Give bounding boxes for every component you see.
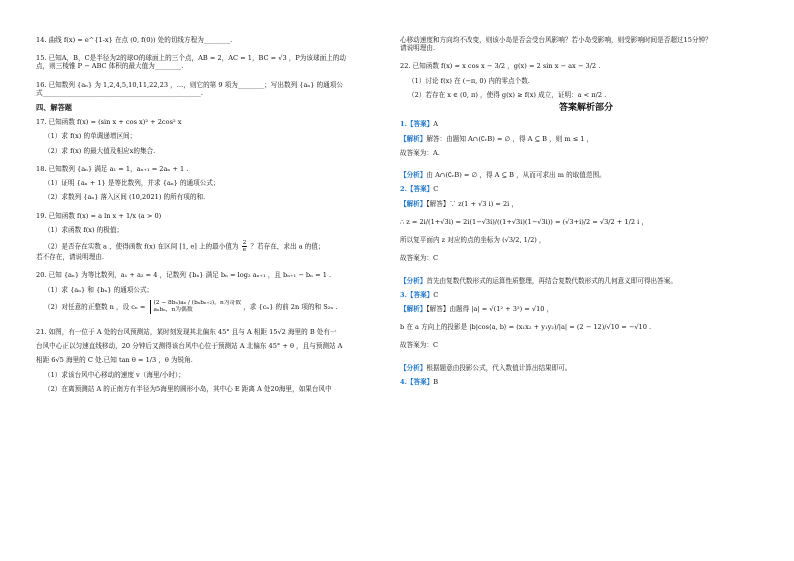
question-18-part2: （2）求数列 {aₙ} 落入区间 (10,2021) 的所有项的和. [44, 193, 206, 202]
question-17-part2: （2）求 f(x) 的最大值及相应x的集合. [44, 146, 156, 155]
question-22-part1: （1）讨论 f(x) 在 (−π, 0) 内的零点个数. [408, 76, 530, 85]
fraction-2-over-e: $\frac{2}{e}$ [242, 240, 247, 254]
answer-1: 1.【答案】A [400, 120, 439, 129]
question-22-part2: （2）若存在 x ∈ (0, π) ，使得 g(x) ≥ f(x) 成立，证明：a < π/2 . [408, 90, 607, 99]
question-22: 22. 已知函数 f(x) = x cos x − 3/2 ，g(x) = 2 sin x − ax − 3/2 . [400, 62, 601, 71]
analysis-2: 【分析】首先由复数代数形式的运算性质整理，再结合复数代数形式的几何意义即可得出答案。 [400, 276, 677, 285]
question-19-part2 [36, 240, 408, 253]
answer-3: 3.【答案】C [400, 290, 439, 299]
piecewise-definition: (2 − 8bₙ)aₙ / (bₙbₙ₊₂)，n为奇数 aₙbₙ，n为偶数 [150, 300, 242, 314]
question-19-part2-tail: ？若存在，求出 a 的值； [250, 242, 325, 251]
result-2: 故答案为：C [400, 254, 439, 263]
question-20-part1: （1）求 {aₙ} 和 {bₙ} 的通项公式； [44, 285, 154, 294]
question-21-line1: 21. 如图，有一位于 A 处的台风预测站，某时刻发现其北偏东 45° 且与 A 相距 15√2 海里的 B 处有一 [36, 327, 337, 336]
answer-section-title: 答案解析部分 [558, 103, 613, 114]
answer-2: 2.【答案】C [400, 185, 439, 194]
question-21-part1: （1）求该台风中心移动的速度 v（海里/小时）； [44, 370, 185, 379]
left-column [36, 36, 408, 393]
right-column [400, 36, 772, 386]
question-17-part1: （1）求 f(x) 的单调递增区间； [44, 132, 137, 141]
question-16-line1: 16. 已知数列 {aₙ} 为 1,2,4,5,10,11,22,23 ，…，则它的第 9 项为________；写出数列 {aₙ} 的通项公 [36, 80, 343, 89]
analysis-3: 【分析】根据题意由投影公式，代入数值计算出结果即可。 [400, 363, 572, 372]
point-coordinates-2: 所以复平面内 z 对应的点的坐标为 (√3/2, 1/2) ， [400, 236, 546, 245]
question-19-part1: （1）求函数 f(x) 的极值； [44, 225, 124, 234]
question-21-part2-cont2: 请说明理由. [400, 44, 436, 53]
question-20: 20. 已知 {aₙ} 为等比数列，a₁ + a₂ = 4 ，记数列 {bₙ} 满足 bₙ = log₂ aₙ₊₁ ，且 bₙ₊₁ − bₙ = 1 . [36, 271, 332, 280]
question-19-part2-cont: 若不存在，请说明理由. [36, 253, 105, 262]
result-1: 故答案为：A. [400, 148, 440, 157]
question-21-part2: （2）在离预测站 A 的正南方有半径为5海里的圆形小岛，其中心 E 距离 A 处20海里，如果台风中 [44, 384, 332, 393]
analysis-1: 【分析】由 A∩(∁ᵣB) = ∅ ，得 A ⊆ B ，从而可求出 m 的取值范围。 [400, 171, 606, 180]
calculation-3: b 在 a 方向上的投影是 |b|cos⟨a, b⟩ = (x₁x₂ + y₁y₂)/|a| = (2 − 12)/√10 = −√10 . [400, 323, 652, 332]
question-18-part1: （1）证明 {aₙ + 1} 是等比数列，并求 {aₙ} 的通项公式； [44, 179, 220, 188]
answer-4: 4.【答案】B [400, 377, 439, 386]
explanation-3: 【解析】【解答】由题得 |a| = √(1² + 3²) = √10 ， [400, 305, 554, 313]
question-14: 14. 曲线 f(x) = e^{1-x} 在点 (0, f(0)) 处的切线方程为________. [36, 36, 233, 44]
calculation-2: ∴ z = 2i/(1+√3i) = 2i(1−√3i)/((1+√3i)(1−√3i)) = (√3+i)/2 = √3/2 + 1/2 i ， [400, 217, 648, 226]
section-heading-answers: 四、解答题 [36, 103, 72, 113]
question-19-part2-text: （2）是否存在实数 a ，使得函数 f(x) 在区间 [1, e] 上的最小值为 [44, 242, 239, 251]
question-21-line3: 相距 6√5 海里的 C 处.已知 tan θ = 1/3 ，θ 为锐角. [36, 356, 193, 365]
question-20-part2 [36, 300, 408, 314]
question-19: 19. 已知函数 f(x) = a ln x + 1/x (a > 0) [36, 211, 162, 220]
explanation-2: 【解析】【解答】∵ z(1 + √3 i) = 2i ， [400, 199, 518, 208]
question-20-part2-tail: ，求 {cₙ} 的前 2n 项的和 S₂ₙ . [243, 302, 338, 311]
question-21-line2: 台风中心正以匀速直线移动，20 分钟后又测得该台风中心位于预测站 A 北偏东 45° + θ ，且与预测站 A [36, 342, 343, 351]
question-17: 17. 已知函数 f(x) = (sin x + cos x)² + 2cos² x [36, 118, 182, 127]
question-21-part2-cont1: 心移动速度和方向均不改变，则该小岛是否会受台风影响？若小岛受影响，则受影响时间是否超过15分钟？ [400, 36, 712, 44]
explanation-1: 【解析】解答：由题知 A∩(∁ᵣB) = ∅ ，得 A ⊆ B ，则 m ≤ 1 ， [400, 134, 594, 143]
question-16-line2: 式________________________________________________. [36, 88, 203, 97]
question-15-line2: 点，则三棱锥 P − ABC 体积的最大值为________. [36, 62, 184, 71]
question-20-part2-text: （2）对任意的正整数 n ，设 cₙ = [44, 302, 146, 311]
question-15-line1: 15. 已知A，B，C是半径为2的球O的球面上的三个点，AB = 2，AC = 1，BC = √3 ，P为该球面上的动 [36, 54, 346, 63]
question-18: 18. 已知数列 {aₙ} 满足 a₁ = 1，aₙ₊₁ = 2aₙ + 1 . [36, 164, 189, 173]
result-3: 故答案为：C [400, 341, 439, 350]
